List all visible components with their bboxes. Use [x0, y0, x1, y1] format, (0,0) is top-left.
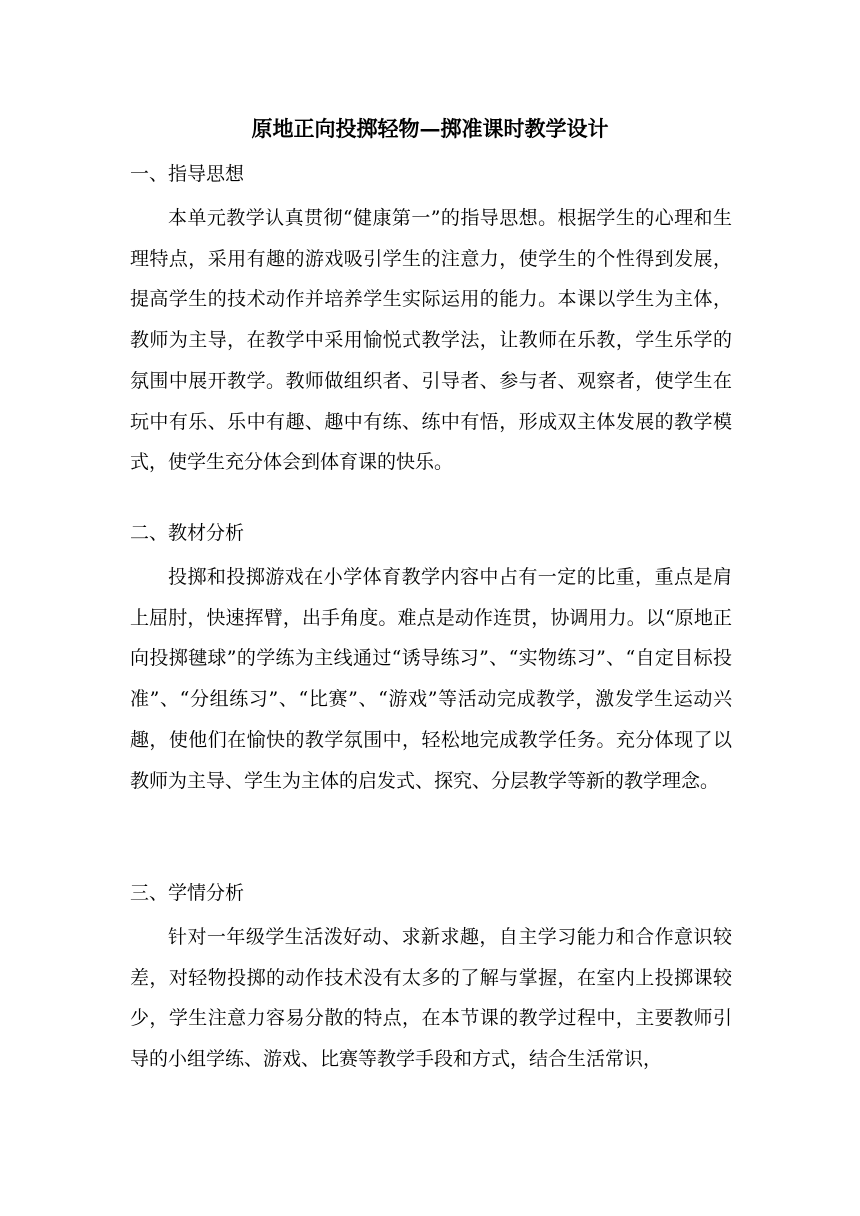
section-heading-guiding-ideology: 一、指导思想: [130, 163, 245, 185]
section-heading-material-analysis: 二、教材分析: [130, 522, 245, 544]
document-title: 原地正向投掷轻物—掷准课时教学设计: [251, 116, 609, 141]
section-heading-student-analysis: 三、学情分析: [130, 882, 245, 904]
section-body-guiding-ideology: 本单元教学认真贯彻“健康第一”的指导思想。根据学生的心理和生理特点，采用有趣的游戏吸引学生的注意力，使学生的个性得到发展，提高学生的技术动作并培养学生实际运用的能力。本课以学生为主体，教师为主导，在教学中采用愉悦式教学法，让教师在乐教，学生乐学的氛围中展开教学。教师做组织者、引导者、参与者、观察者，使学生在玩中有乐、乐中有趣、趣中有练、练中有悟，形成双主体发展的教学模式，使学生充分体会到体育课的快乐。: [130, 207, 732, 474]
section-body-material-analysis: 投掷和投掷游戏在小学体育教学内容中占有一定的比重，重点是肩上屈肘，快速挥臂，出手角度。难点是动作连贯，协调用力。以“原地正向投掷毽球”的学练为主线通过“诱导练习”、“实物练习”、“自定目标投准”、“分组练习”、“比赛”、“游戏”等活动完成教学，激发学生运动兴趣，使他们在愉快的教学氛围中，轻松地完成教学任务。充分体现了以教师为主导、学生为主体的启发式、探究、分层教学等新的教学理念。: [130, 566, 732, 792]
section-body-student-analysis: 针对一年级学生活泼好动、求新求趣，自主学习能力和合作意识较差，对轻物投掷的动作技术没有太多的了解与掌握，在室内上投掷课较少，学生注意力容易分散的特点，在本节课的教学过程中，主要教师引导的小组学练、游戏、比赛等教学手段和方式，结合生活常识，: [130, 926, 732, 1071]
